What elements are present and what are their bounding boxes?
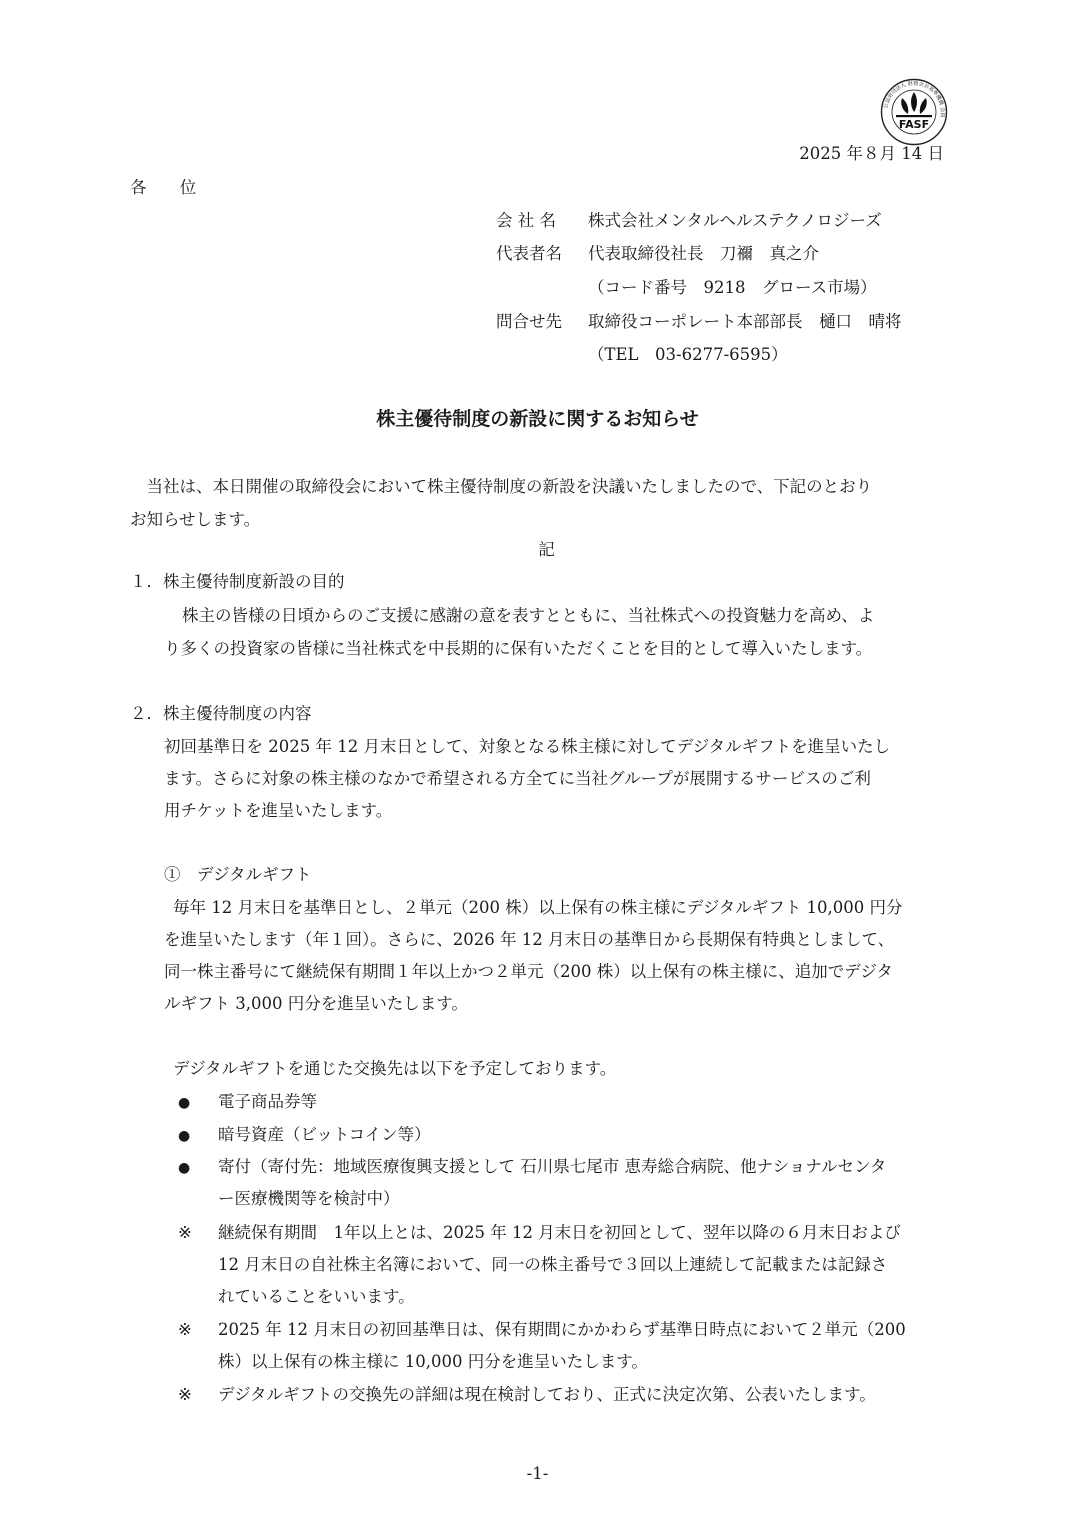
bullet-item-3-line-1: 寄付（寄付先：地域医療復興支援として 石川県七尾市 恵寿総合病院、他ナショナルセンタ <box>218 1157 887 1176</box>
note-1-line-2: 12 月末日の自社株主名簿において、同一の株主番号で３回以上連続して記載または記録さ <box>218 1255 888 1274</box>
bullet-icon: ● <box>178 1095 191 1111</box>
bullet-icon: ● <box>178 1160 191 1176</box>
note-1-line-3: れていることをいいます。 <box>218 1287 415 1306</box>
note-2-line-1: 2025 年 12 月末日の初回基準日は、保有期間にかかわらず基準日時点において２単元（200 <box>218 1320 906 1339</box>
recipient: 各 位 <box>130 178 211 197</box>
section2-line-3: 用チケットを進呈いたします。 <box>164 801 393 820</box>
section2-line-1: 初回基準日を 2025 年 12 月末日として、対象となる株主様に対してデジタルギフトを進呈いたし <box>164 737 891 756</box>
info-value-tel: （TEL 03-6277-6595） <box>588 345 788 364</box>
sub1-line-3: 同一株主番号にて継続保有期間１年以上かつ２単元（200 株）以上保有の株主様に、追加でデジタ <box>164 962 893 981</box>
info-value-code: （コード番号 9218 グロース市場） <box>588 278 877 297</box>
info-value-company: 株式会社メンタルヘルステクノロジーズ <box>588 211 882 230</box>
section2-heading: ２．株主優待制度の内容 <box>130 704 312 723</box>
note-2-line-2: 株）以上保有の株主様に 10,000 円分を進呈いたします。 <box>218 1352 648 1371</box>
note-mark-2: ※ <box>178 1320 192 1339</box>
section1-line-2: り多くの投資家の皆様に当社株式を中長期的に保有いただくことを目的として導入いたします。 <box>164 639 873 658</box>
note-mark-3: ※ <box>178 1385 192 1404</box>
sub1-line-4: ルギフト 3,000 円分を進呈いたします。 <box>164 994 468 1013</box>
note-mark-1: ※ <box>178 1223 192 1242</box>
ki-mark: 記 <box>538 540 555 559</box>
info-label-contact: 問合せ先 <box>496 312 562 331</box>
sub1-line-2: を進呈いたします（年１回）。さらに、2026 年 12 月末日の基準日から長期保有特典としまして、 <box>164 930 895 949</box>
logo-ring-text: 公益財団法人 財務会計基準機構 会員 <box>883 80 946 118</box>
page-number: -1- <box>526 1464 549 1483</box>
note-3-line-1: デジタルギフトの交換先の詳細は現在検討しており、正式に決定次第、公表いたします。 <box>218 1385 876 1404</box>
logo-text: FASF <box>898 118 930 131</box>
bullet-item-2: 暗号資産（ビットコイン等） <box>218 1125 431 1144</box>
bullet-icon: ● <box>178 1128 191 1144</box>
sub1-heading: ① デジタルギフト <box>164 865 312 884</box>
intro-line-2: お知らせします。 <box>130 510 261 529</box>
info-label-representative: 代表者名 <box>496 244 562 263</box>
page-title: 株主優待制度の新設に関するお知らせ <box>376 408 699 430</box>
sub1-line-1: 毎年 12 月末日を基準日とし、２単元（200 株）以上保有の株主様にデジタルギフト 10,000 円分 <box>173 898 903 917</box>
document-date: 2025 年８月 14 日 <box>799 144 944 163</box>
fasf-logo-icon <box>880 78 948 146</box>
exchange-intro: デジタルギフトを通じた交換先は以下を予定しております。 <box>173 1059 617 1078</box>
info-value-contact: 取締役コーポレート本部部長 樋口 晴将 <box>588 312 902 331</box>
section1-line-1: 株主の皆様の日頃からのご支援に感謝の意を表すとともに、当社株式への投資魅力を高め、よ <box>182 606 875 625</box>
note-1-line-1: 継続保有期間 1年以上とは、2025 年 12 月末日を初回として、翌年以降の６月末日および <box>218 1223 901 1242</box>
info-value-representative: 代表取締役社長 刀禰 真之介 <box>588 244 819 263</box>
section1-heading: １．株主優待制度新設の目的 <box>130 572 345 591</box>
bullet-item-3-line-2: ー医療機関等を検討中） <box>218 1189 400 1208</box>
intro-line-1: 当社は、本日開催の取締役会において株主優待制度の新設を決議いたしましたので、下記のとおり <box>130 477 873 496</box>
section2-line-2: ます。さらに対象の株主様のなかで希望される方全てに当社グループが展開するサービスのご利 <box>164 769 871 788</box>
info-label-company: 会 社 名 <box>496 211 556 230</box>
bullet-item-1: 電子商品券等 <box>218 1092 317 1111</box>
